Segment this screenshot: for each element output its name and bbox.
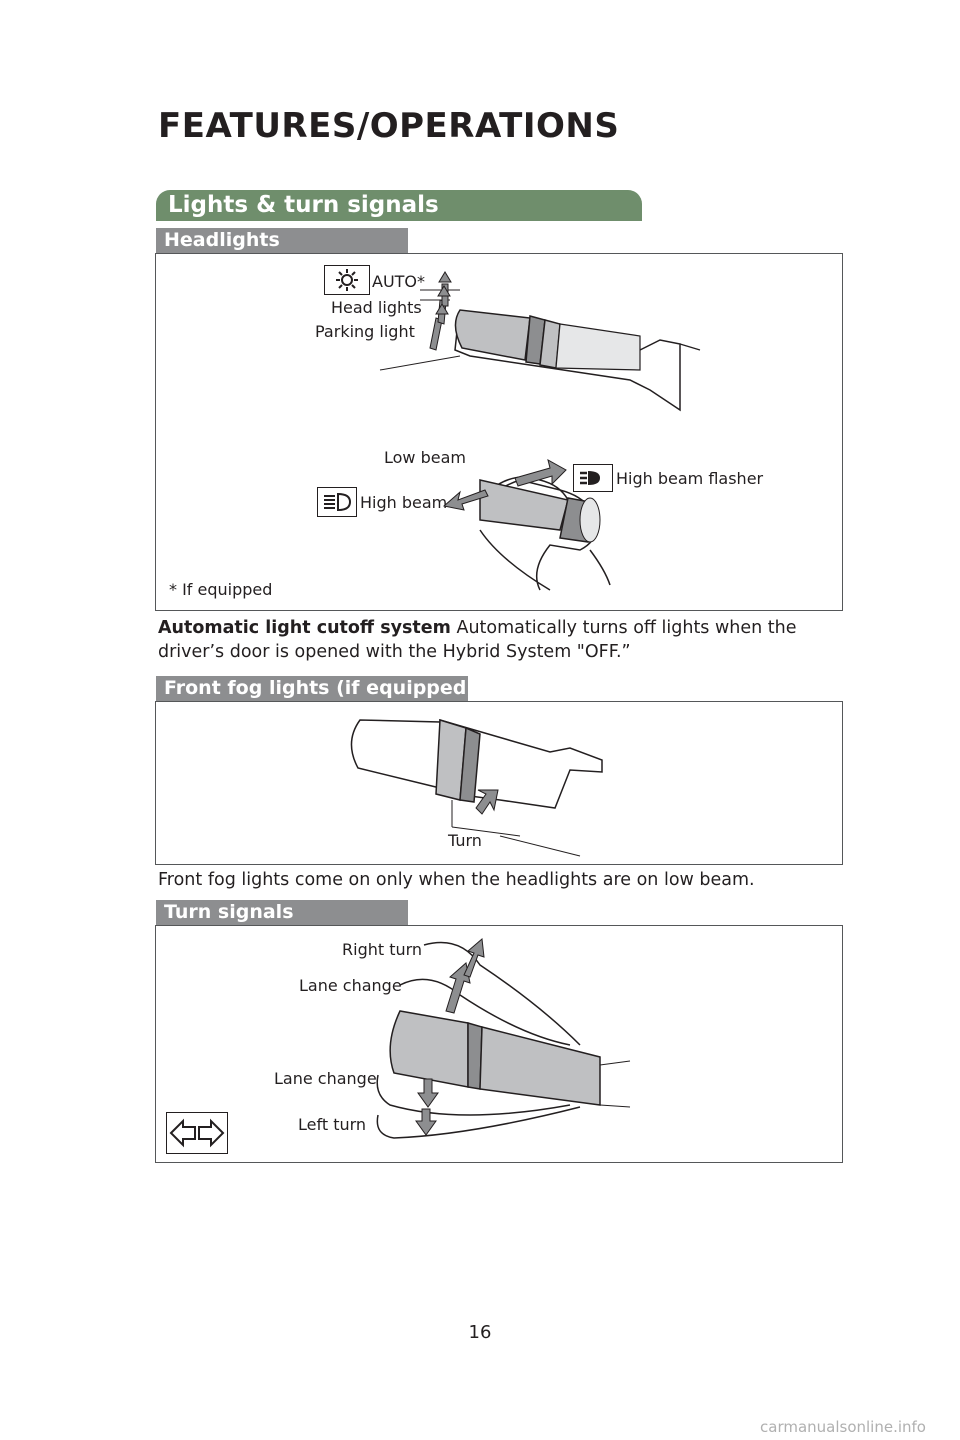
cutoff-description: Automatically turns off lights when the driver’s door is opened with the Hybrid System "OFF.” bbox=[158, 618, 797, 662]
high-beam-icon bbox=[317, 487, 357, 517]
cutoff-paragraph bbox=[158, 616, 838, 664]
headlight-lever-illustration bbox=[380, 270, 700, 420]
fog-note: Front fog lights come on only when the headlights are on low beam. bbox=[158, 870, 755, 890]
section-banner bbox=[156, 190, 642, 221]
label-auto: AUTO* bbox=[372, 272, 426, 291]
label-right-turn: Right turn bbox=[342, 940, 423, 959]
label-low-beam: Low beam bbox=[384, 448, 466, 467]
headlight-sun-icon bbox=[324, 265, 370, 295]
label-lane-change-down: Lane change bbox=[274, 1069, 377, 1088]
footnote-if-equipped: * If equipped bbox=[169, 580, 273, 599]
turn-signals-tab bbox=[156, 900, 408, 925]
watermark: carmanualsonline.info bbox=[760, 1418, 926, 1436]
label-lane-change-up: Lane change bbox=[299, 976, 402, 995]
label-high-beam-flasher: High beam flasher bbox=[616, 469, 764, 488]
label-head-lights: Head lights bbox=[331, 298, 422, 317]
page-title: FEATURES/OPERATIONS bbox=[158, 106, 620, 146]
label-turn: Turn bbox=[448, 831, 482, 850]
fog-tab-label: Front fog lights (if equipped) bbox=[164, 677, 476, 699]
fog-tab bbox=[156, 676, 476, 701]
headlights-tab-label: Headlights bbox=[164, 229, 280, 251]
page-number: 16 bbox=[468, 1322, 492, 1343]
label-high-beam: High beam bbox=[360, 493, 448, 512]
cutoff-title: Automatic light cutoff system bbox=[158, 618, 451, 638]
turn-signals-tab-label: Turn signals bbox=[164, 901, 294, 923]
turn-signal-lever-illustration bbox=[370, 935, 640, 1145]
headlights-tab bbox=[156, 228, 408, 253]
section-title: Lights & turn signals bbox=[168, 192, 439, 218]
high-beam-hand-illustration bbox=[440, 450, 620, 590]
label-left-turn: Left turn bbox=[298, 1115, 367, 1134]
turn-signal-arrows-icon bbox=[166, 1112, 228, 1154]
label-parking-light: Parking light bbox=[315, 322, 415, 341]
